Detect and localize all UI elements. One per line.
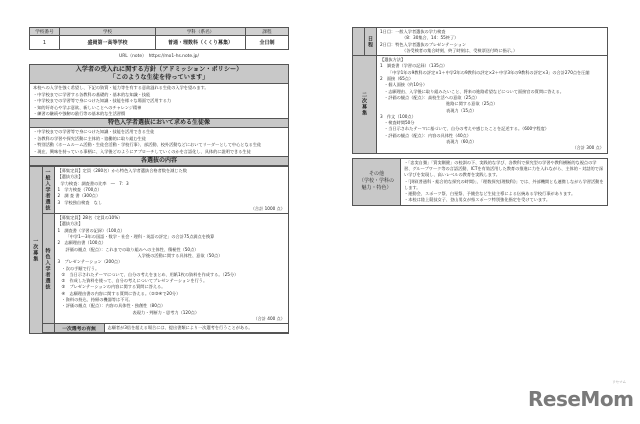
text-line: ① 当日示されたテーマについて、自分の考えをまとめ、用紙1枚の資料を作成する。（25分）: [61, 271, 239, 277]
student-profile-item: ・特別活動（ホームルーム活動・生徒会活動・学校行事）、部活動、校外活動などにおいてリーダーとして中心となる生徒: [33, 142, 262, 148]
text-line: ・志願理由、入学後に取り組みたいこと、将来の進路希望などについて面接官の質問に答える。: [384, 88, 564, 94]
selection-contents-title: 各選抜の内容: [30, 156, 288, 166]
policy-title-line2: 「このような生徒を待っています」: [109, 74, 209, 82]
student-profile-item: ・中学校までの学習等で身につけた知識・技能を活用できる生徒: [33, 129, 155, 135]
text-line: ・個人面接（約10分）: [384, 82, 428, 88]
text-line: 2日目：特色入学者選抜のプレゼンテーション: [380, 41, 467, 47]
text-line: （各受検者の集合時刻、終了時刻は、受検票送付時に指示。）: [402, 47, 518, 53]
text-line: 【選抜方法】: [380, 57, 406, 63]
text-line: 入学後の活動に関する具体性、意欲（50点）: [137, 252, 223, 258]
text-line: 1 調査書（学習の記録）（135点）: [380, 63, 448, 69]
other-features-content: [401, 158, 608, 205]
general-selection-label: 一般入学者選抜: [42, 167, 54, 214]
policy-intro: 本校への入学を強く希望し、下記の資質・能力等を有する意欲溢れる生徒の入学を望みます。: [33, 85, 209, 91]
col-course: 課程: [246, 28, 289, 36]
feature-item: ・本校は陸上競技女子、登山男女が県スポーツ特別強化指定を受けています。: [404, 197, 551, 203]
text-line: ・評価の観点（配点）：内容の具体性（40点）: [384, 132, 471, 138]
left-column: [29, 27, 289, 334]
text-line: 進路に関する意欲（25点）: [446, 101, 498, 107]
admission-policy-box: [29, 64, 289, 334]
first-round-selection-label: 一次選考の有無: [54, 324, 104, 333]
total-score: （合計 300 点）: [572, 145, 604, 151]
feature-item: ・運動会、スポーツ祭、白堊祭、予餞会など生徒主導による伝統ある学校行事があります。: [404, 191, 576, 197]
school-name: 盛岡第一高等学校: [60, 36, 156, 50]
feature-item: ・「JI探(普通科・総合的な探究の時間)」、「理数探究(理数科)」では、外部機関とも連携しながら学習活動をします。: [404, 178, 604, 190]
text-line: ④ 志願理由書の内容に関する質問に答える。（②③④で20分）: [61, 290, 181, 296]
label-line: その他: [368, 171, 384, 178]
col-department: 学科（系名）: [156, 28, 246, 36]
text-line: ・次の手順で行う。: [61, 265, 100, 271]
label-line: 魅力・特色）: [361, 185, 392, 192]
col-school-number: 学校番号: [30, 28, 60, 36]
special-selection-title: 特色入学者選抜において求める生徒像: [30, 118, 288, 128]
text-line: 2 調 査 書（300点）: [57, 193, 101, 199]
text-line: 3 プレゼンテーション（200点）: [57, 259, 123, 265]
special-selection-label: 特色入学者選抜: [42, 214, 54, 324]
schedule-second-round-table: [352, 27, 608, 154]
text-line: ・資料の持込、持帰の機器等は不可。: [61, 297, 133, 302]
general-selection-content: [54, 167, 288, 214]
policy-item: ・中学校までの学習等で身につけた知識・技能を様々な場面で活用する力: [33, 98, 172, 104]
other-features-label: [353, 158, 401, 205]
admission-policy-body: [30, 84, 288, 118]
text-line: 1日目：一般入学者選抜の学力検査: [380, 29, 446, 34]
selection-contents-table: [30, 166, 288, 333]
policy-item: ・中学校までに学習する各教科の基礎的・基本的な知識・技能: [33, 91, 151, 97]
col-school: 学校: [60, 28, 156, 36]
text-line: 【募集定員】定員（280名）から特色入学者選抜合格者数を減じた数: [57, 168, 187, 174]
text-line: 表現力（60点）: [446, 139, 477, 145]
text-line: ・検査時間50分: [384, 120, 415, 126]
right-column: [352, 27, 608, 206]
student-profile-item: ・各教科の学習や探究活動に主体的・協働的に取り組む生徒: [33, 135, 147, 141]
first-selection-spacer: [42, 324, 54, 333]
first-round-selection-text: 志願者が3倍を超える場合には、提出書類により一次選考を行うことがある。: [104, 324, 288, 333]
text-line: 2 志願理由書（100点）: [57, 240, 106, 246]
school-header-table: [29, 27, 289, 50]
text-line: ・当日示されたテーマに基づいて、自分の考えや感じたことを記述する。（600字程度）: [384, 126, 549, 132]
school-url[interactable]: URL（note） https://mo1-hs.note.jp/: [119, 54, 199, 59]
total-score: （合計 400 点）: [253, 315, 285, 321]
text-line: 1 学力検査（700点）: [57, 186, 102, 192]
policy-item: ・知的好奇心や学ぶ意欲、新しいことへのチャレンジ精神: [33, 104, 142, 110]
text-line: 評価の観点（配点）：これまでの取り組みへの主体性、積極性（50点）: [65, 246, 199, 252]
text-line: 「中学1年の9教科の評定×1＋中学2年の9教科の評定×2＋中学3年の9教科の評定×3」の合計270点を圧縮: [388, 69, 590, 75]
text-line: ③ プレゼンテーションの内容に関する質問に答える。: [61, 284, 166, 290]
resemom-logo: ReseMom: [528, 387, 634, 411]
text-line: 【選抜方法】: [57, 221, 83, 227]
text-line: ・評価の観点（配点）：高校生活への意欲（25点）: [384, 94, 480, 100]
text-line: 【選抜方法】: [57, 174, 83, 180]
admission-policy-title: [30, 65, 288, 84]
special-selection-content: [54, 214, 288, 324]
schedule-label: 日程: [365, 28, 377, 56]
school-number: 1: [30, 36, 60, 50]
course-type: 全日制: [246, 36, 289, 50]
text-line: 2 面接（65点）: [380, 76, 414, 82]
label-line: （学校・学科の: [358, 178, 394, 185]
feature-item: ・「忠実自彊」「質実剛健」の校訓の下、実践的な学び、各教科で探究型の学習や教科横断的な視点の学習、グループワーク等の言語活動、ICTを有効活用した教育の推進に力を入れながら、主体的・対話的で深い学びを実現し、高いレベルの教育を実践します。: [404, 159, 604, 178]
other-features-table: [352, 158, 608, 206]
text-line: 1 調査書（学習の記録）（100点）: [57, 227, 125, 233]
logo-ruby: リセマム: [612, 380, 626, 384]
student-profile-item: ・現在、興味を持っている事柄に、入学後どのようにアプローチしていくのかを言語化し、具体的に説明できる生徒: [33, 148, 251, 154]
text-line: 表現力・判断力・思考力（120点）: [132, 309, 200, 315]
policy-title-line1: 入学者の受入れに関する方針（アドミッション・ポリシー）: [75, 66, 243, 73]
text-line: （8：30集合、14：55終了）: [402, 35, 459, 41]
second-round-label: 二次募集: [353, 56, 377, 153]
text-line: 表現力（15点）: [446, 107, 477, 113]
total-score: （合計 1000 点）: [250, 205, 285, 211]
policy-item: ・練習の継続や強靭の励行等の基本的な生活習慣: [33, 111, 126, 117]
text-line: 3 学校独自検査 なし: [57, 199, 103, 205]
second-round-content: [377, 56, 608, 153]
text-line: 学力検査：調査書の比率 ― 7：3: [60, 180, 129, 186]
text-line: 3 作文（100点）: [380, 113, 416, 119]
schedule-content: [377, 28, 608, 56]
department-name: 普通・理数科（くくり募集）: [156, 36, 246, 50]
first-round-label: 一次募集: [30, 167, 42, 333]
text-line: 「中学1～3年の国語・数学・社会・理科・英語の評定」の合計75点満点を換算: [65, 234, 215, 240]
text-line: 【募集定員】28名（定員の10%）: [57, 215, 123, 221]
text-line: ・評価の観点（配点）：内容の具体性・独創性（80点）: [61, 303, 166, 309]
schedule-spacer: [353, 28, 365, 56]
text-line: ② 作成した資料を使って、自分の考えについてプレゼンテーションを行う。: [61, 278, 208, 284]
special-selection-body: [30, 128, 288, 156]
